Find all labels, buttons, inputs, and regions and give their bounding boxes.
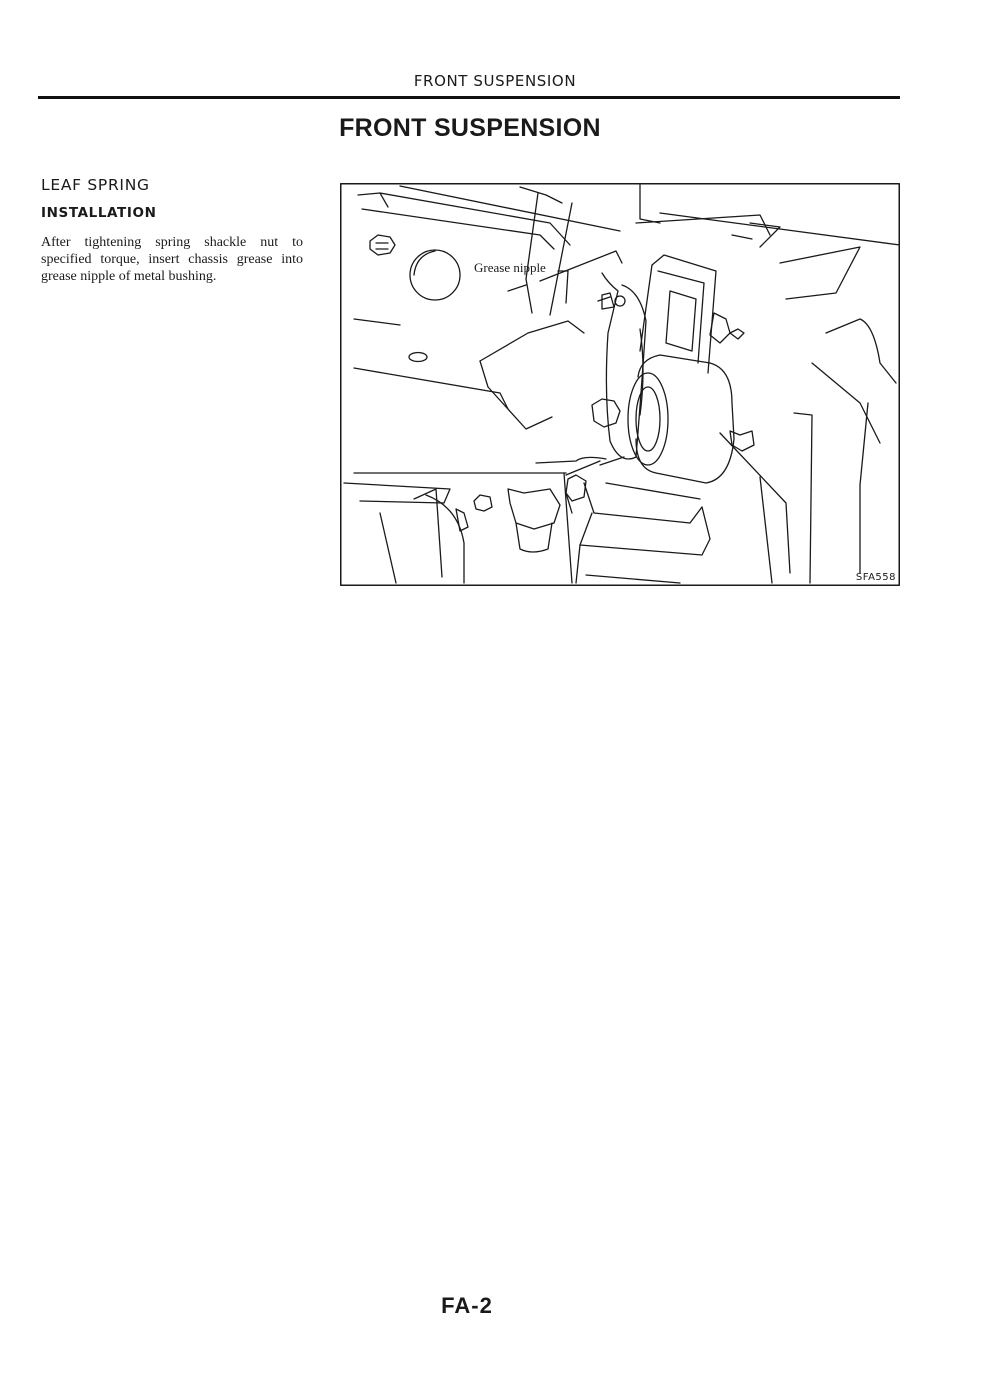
page-title: FRONT SUSPENSION [339,114,601,142]
page-number: FA-2 [441,1293,493,1318]
leaf-spring-figure [340,183,900,586]
header-rule [38,96,900,99]
grease-nipple-callout: Grease nipple [474,260,546,275]
figure-code: SFA558 [855,572,896,583]
subsection-heading: INSTALLATION [41,205,157,221]
section-heading: LEAF SPRING [41,176,150,194]
shackle-illustration [340,183,900,586]
instruction-paragraph: After tightening spring shackle nut to specified torque, insert chassis grease into grease nipple of metal bushing. [41,235,303,284]
running-header: FRONT SUSPENSION [413,72,577,90]
